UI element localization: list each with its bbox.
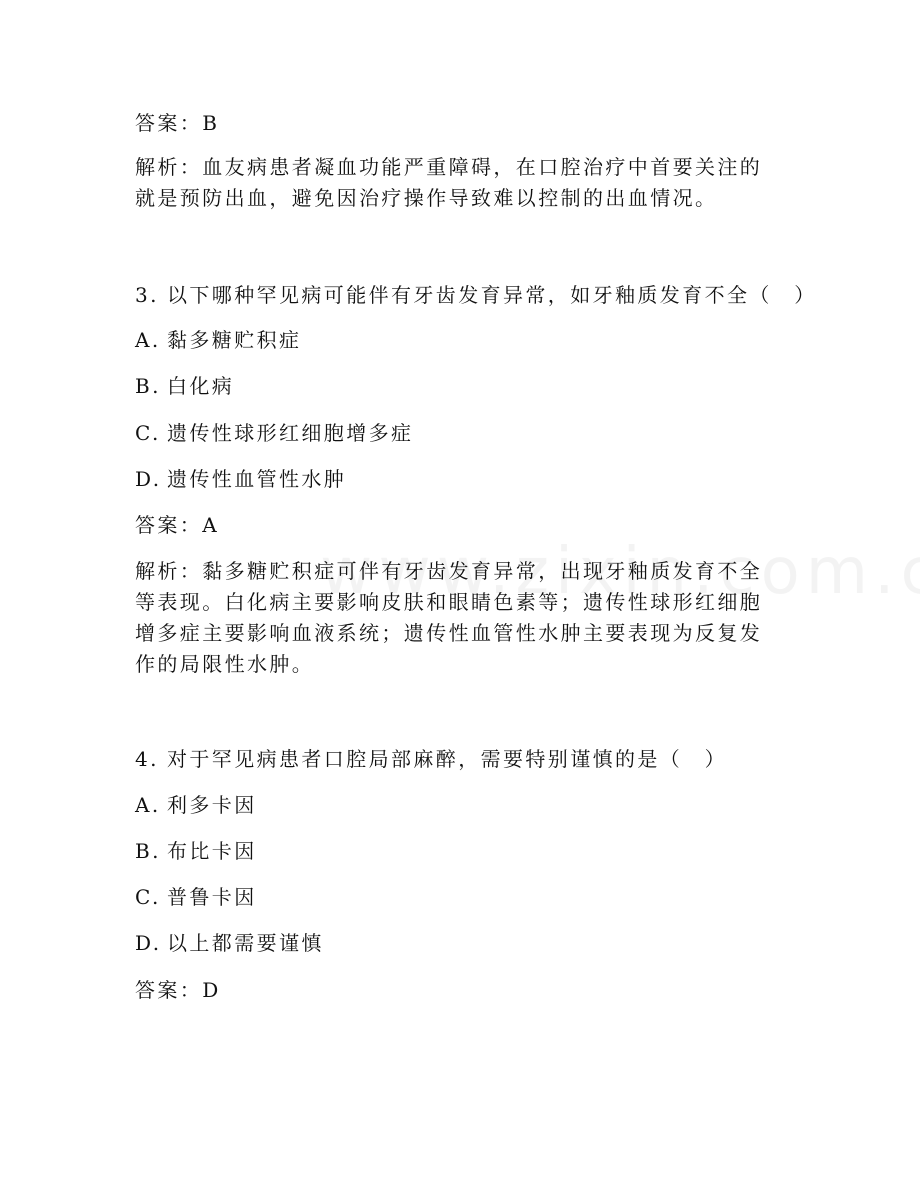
q4-stem: 对于罕见病患者口腔局部麻醉，需要特别谨慎的是（ ）	[167, 747, 727, 771]
q3-stem: 以下哪种罕见病可能伴有牙齿发育异常，如牙釉质发育不全（ ）	[167, 283, 817, 307]
option-key: C.	[135, 421, 161, 445]
q4-option-d	[135, 928, 324, 958]
option-text: 布比卡因	[167, 839, 257, 863]
q4-stem-line	[135, 744, 727, 774]
q3-option-d	[135, 464, 346, 494]
option-key: C.	[135, 885, 161, 909]
option-text: 遗传性血管性水肿	[167, 467, 347, 491]
q3-analysis: 解析：黏多糖贮积症可伴有牙齿发育异常，出现牙釉质发育不全等表现。白化病主要影响皮肤和眼睛色素等；遗传性球形红细胞增多症主要影响血液系统；遗传性血管性水肿主要表现为反复发作的局限性水肿。	[135, 559, 763, 676]
option-text: 利多卡因	[167, 793, 257, 817]
q4-answer: 答案：D	[135, 978, 221, 1002]
option-key: A.	[135, 793, 161, 817]
option-key: A.	[135, 328, 161, 352]
option-key: D.	[135, 467, 162, 491]
option-text: 以上都需要谨慎	[167, 931, 324, 955]
q4-option-a	[135, 790, 257, 820]
q4-number: 4.	[135, 747, 159, 771]
option-text: 遗传性球形红细胞增多症	[167, 421, 414, 445]
q3-stem-line	[135, 280, 817, 310]
q2-answer: 答案：B	[135, 111, 220, 135]
option-key: D.	[135, 931, 162, 955]
option-text: 黏多糖贮积症	[167, 328, 302, 352]
q4-option-c	[135, 882, 257, 912]
q3-number: 3.	[135, 283, 159, 307]
option-key: B.	[135, 839, 161, 863]
q4-option-b	[135, 836, 257, 866]
option-key: B.	[135, 374, 161, 398]
q3-option-c	[135, 418, 413, 448]
q3-answer: 答案：A	[135, 513, 220, 537]
q3-option-a	[135, 325, 301, 355]
option-text: 白化病	[167, 374, 235, 398]
option-text: 普鲁卡因	[167, 885, 257, 909]
q2-analysis: 解析：血友病患者凝血功能严重障碍，在口腔治疗中首要关注的就是预防出血，避免因治疗操作导致难以控制的出血情况。	[135, 155, 763, 210]
q3-option-b	[135, 371, 234, 401]
